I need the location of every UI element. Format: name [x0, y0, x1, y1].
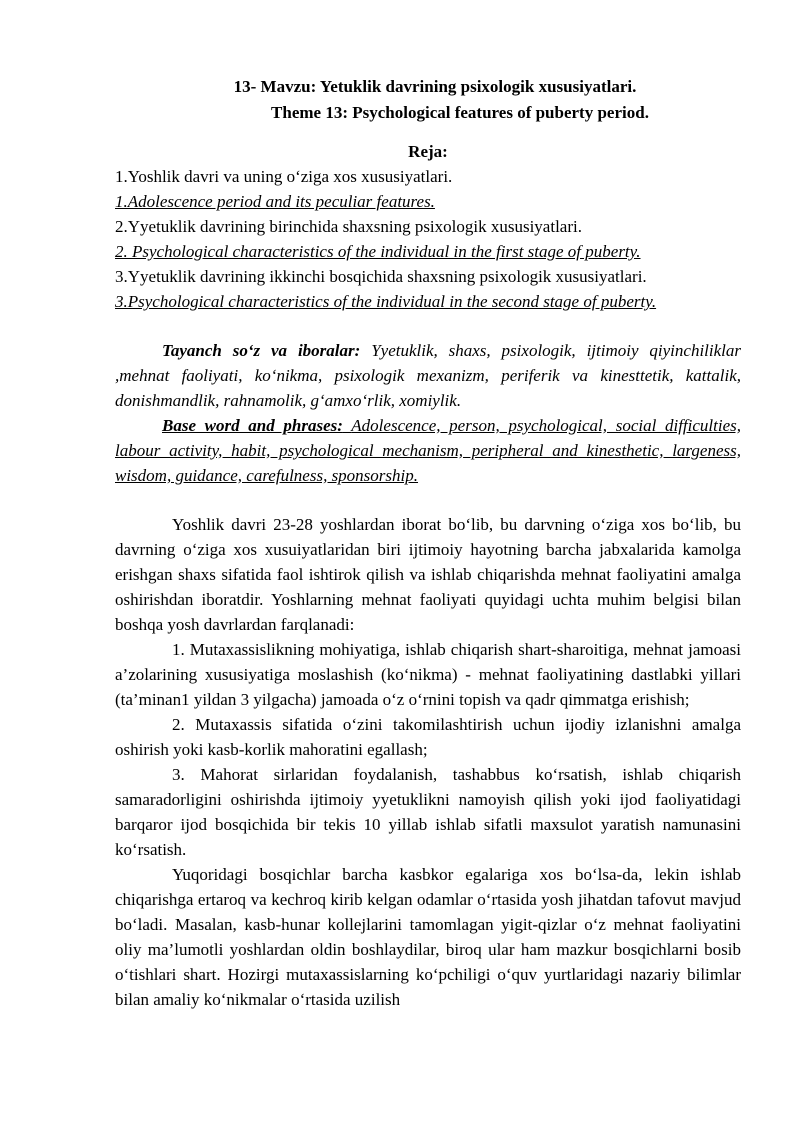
keywords-section: [115, 338, 741, 488]
topic-title-en: Theme 13: Psychological features of puberty period.: [271, 103, 649, 122]
keywords-uz: [115, 338, 741, 413]
body-paragraph-5: Yuqoridagi bosqichlar barcha kasbkor egalariga xos bo‘lsa-da, lekin ishlab chiqarishga ertaroq va kechroq kirib kelgan odamlar o‘rtasida yosh jihatdan tafovut mavjud bo‘ladi. Masalan, kasb-hunar kollejlarini tamomlagan yigit-qizlar o‘z mehnat faoliyatini oliy ma’lumotli yoshlardan oldin boshlaydilar, biroq ular ham mazkur bosqichlarni bosib o‘tishlari shart. Hozirgi mutaxassislarning ko‘pchiligi o‘quv yurtlaridagi nazariy bilimlar bilan amaliy ko‘nikmalar o‘rtasida uzilish: [115, 865, 741, 1009]
body-paragraph-1: Yoshlik davri 23-28 yoshlardan iborat bo‘lib, bu darvning o‘ziga xos bo‘lib, bu davrning o‘ziga xos xusuiyatlaridan biri ijtimoiy hayotning barcha jabxalarida kamolga erishgan shaxs sifatida faol ishtirok qilish va ishlab chiqarishda mehnat faoliyatini amalga oshirishdan iboratdir. Yoshlarning mehnat faoliyati quyidagi uchta muhim belgisi bilan boshqa yosh davrlardan farqlanadi:: [115, 515, 741, 634]
body-paragraph-2: 1. Mutaxassislikning mohiyatiga, ishlab chiqarish shart-sharoitiga, mehnat jamoasi a’zolarining xususiyatiga moslashish (ko‘nikma) - mehnat faoliyatining dastlabki yillari (ta’minan1 yildan 3 yilgacha) jamoada o‘z o‘rnini topish va qadr qimmatga erishish;: [115, 640, 741, 709]
plan-item-en-1: 1.Adolescence period and its peculiar features.: [115, 192, 435, 211]
keywords-uz-label: Tayanch so‘z va iboralar:: [162, 341, 361, 360]
plan-item-uz-3: 3.Yyetuklik davrining ikkinchi bosqichida shaxsning psixologik xususiyatlari.: [115, 267, 647, 286]
plan-list: [115, 164, 755, 314]
plan-heading: Reja:: [408, 142, 448, 161]
plan-item-uz-1: 1.Yoshlik davri va uning o‘ziga xos xususiyatlari.: [115, 167, 453, 186]
keywords-en: [115, 413, 741, 488]
keywords-uz-text: Yyetuklik, shaxs, psixologik, ijtimoiy qiyinchiliklar ,mehnat faoliyati, ko‘nikma, psixologik mexanizm, periferik va kinesttetik, kattalik, donishmandlik, rahnamolik, g‘amxo‘rlik, xomiylik.: [115, 341, 741, 410]
body-paragraph-3: 2. Mutaxassis sifatida o‘zini takomilashtirish uchun ijodiy izlanishni amalga oshirish yoki kasb-korlik mahoratini egallash;: [115, 715, 741, 759]
keywords-en-label: Base word and phrases:: [162, 416, 343, 435]
body-text: [115, 512, 741, 1012]
topic-title-uz: 13- Mavzu: Yetuklik davrining psixologik xususiyatlari.: [233, 77, 637, 96]
plan-item-en-3: 3.Psychological characteristics of the individual in the second stage of puberty.: [115, 292, 657, 311]
plan-item-en-2: 2. Psychological characteristics of the individual in the first stage of puberty.: [115, 242, 641, 261]
body-paragraph-4: 3. Mahorat sirlaridan foydalanish, tashabbus ko‘rsatish, ishlab chiqarish samaradorligini oshirishda ijtimoiy yyetuklikni namoyish qilish yoki ijod faoliyatidagi barqaror ijod bosqichida bir tekis 10 yillab ishlab sifatli maxsulot yaratish namunasini ko‘rsatish.: [115, 765, 741, 859]
keywords-en-text: Adolescence, person, psychological, social difficulties, labour activity, habit, psychological mechanism, peripheral and kinesthetic, largeness, wisdom, guidance, carefulness, sponsorship.: [115, 416, 741, 485]
plan-item-uz-2: 2.Yyetuklik davrining birinchida shaxsning psixologik xususiyatlari.: [115, 217, 582, 236]
